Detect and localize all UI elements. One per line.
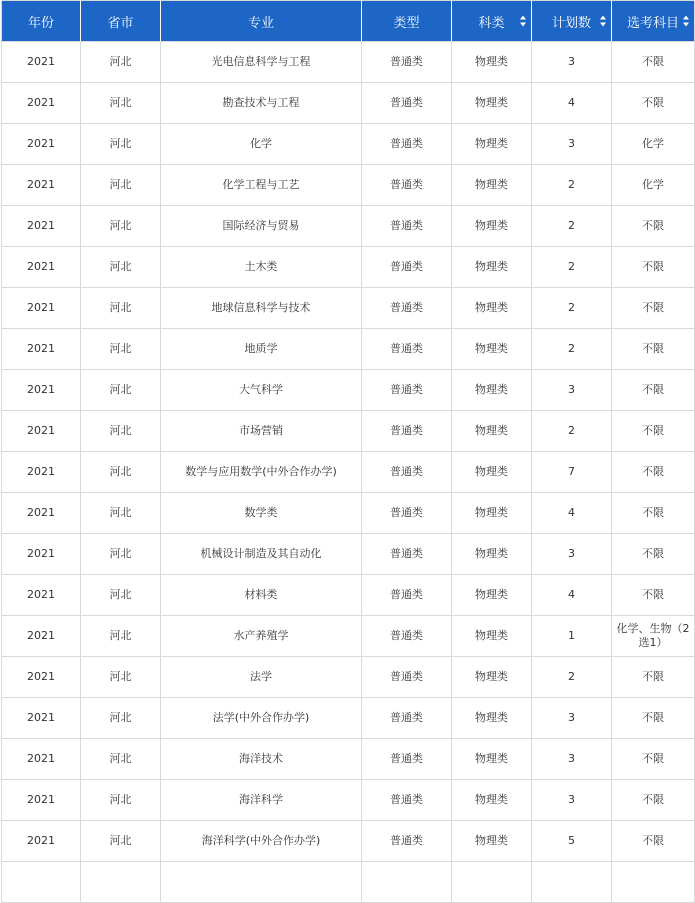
- cell-required-subjects: 不限: [612, 42, 695, 83]
- cell-subject-category: [452, 862, 532, 903]
- cell-province: 河北: [81, 657, 161, 698]
- cell-major: 勘查技术与工程: [161, 83, 362, 124]
- column-header-year: [2, 1, 81, 42]
- cell-province: 河北: [81, 165, 161, 206]
- cell-plan-count: 3: [532, 739, 612, 780]
- cell-major: 法学: [161, 657, 362, 698]
- cell-required-subjects: 不限: [612, 83, 695, 124]
- column-header-plan-count[interactable]: [532, 1, 612, 42]
- cell-year: 2021: [2, 411, 81, 452]
- table-row: [2, 780, 695, 821]
- cell-province: 河北: [81, 83, 161, 124]
- table-row: [2, 247, 695, 288]
- cell-plan-count: 2: [532, 247, 612, 288]
- table-row: [2, 575, 695, 616]
- cell-province: 河北: [81, 821, 161, 862]
- column-header-label: 专业: [247, 15, 274, 31]
- cell-plan-count: 7: [532, 452, 612, 493]
- cell-province: 河北: [81, 739, 161, 780]
- column-header-label: 类型: [393, 15, 420, 31]
- cell-subject-category: 物理类: [452, 124, 532, 165]
- cell-type: 普通类: [362, 288, 452, 329]
- cell-subject-category: 物理类: [452, 206, 532, 247]
- cell-required-subjects: 不限: [612, 821, 695, 862]
- table-row: [2, 821, 695, 862]
- cell-major: 法学(中外合作办学): [161, 698, 362, 739]
- cell-plan-count: 1: [532, 616, 612, 657]
- cell-major: 地质学: [161, 329, 362, 370]
- cell-required-subjects: 不限: [612, 739, 695, 780]
- cell-subject-category: 物理类: [452, 534, 532, 575]
- cell-plan-count: 2: [532, 329, 612, 370]
- cell-year: 2021: [2, 821, 81, 862]
- table-row: [2, 329, 695, 370]
- sort-icon[interactable]: [520, 16, 527, 27]
- cell-major: 海洋技术: [161, 739, 362, 780]
- cell-required-subjects: 不限: [612, 206, 695, 247]
- cell-required-subjects: 不限: [612, 493, 695, 534]
- cell-year: 2021: [2, 42, 81, 83]
- admission-plan-table: [1, 0, 695, 903]
- column-header-required-subjects[interactable]: [612, 1, 695, 42]
- cell-required-subjects: 不限: [612, 329, 695, 370]
- cell-year: 2021: [2, 493, 81, 534]
- cell-year: 2021: [2, 452, 81, 493]
- cell-plan-count: 4: [532, 83, 612, 124]
- cell-subject-category: 物理类: [452, 411, 532, 452]
- cell-year: 2021: [2, 247, 81, 288]
- cell-subject-category: 物理类: [452, 288, 532, 329]
- cell-major: 大气科学: [161, 370, 362, 411]
- cell-required-subjects: 不限: [612, 780, 695, 821]
- cell-required-subjects: 不限: [612, 247, 695, 288]
- cell-required-subjects: 不限: [612, 411, 695, 452]
- cell-province: 河北: [81, 493, 161, 534]
- cell-type: 普通类: [362, 534, 452, 575]
- cell-type: 普通类: [362, 411, 452, 452]
- cell-plan-count: 4: [532, 493, 612, 534]
- cell-type: 普通类: [362, 780, 452, 821]
- column-header-subject-category[interactable]: [452, 1, 532, 42]
- table-header: [2, 1, 695, 42]
- cell-province: 河北: [81, 42, 161, 83]
- cell-subject-category: 物理类: [452, 493, 532, 534]
- cell-type: 普通类: [362, 42, 452, 83]
- cell-plan-count: 2: [532, 657, 612, 698]
- cell-type: 普通类: [362, 616, 452, 657]
- cell-year: 2021: [2, 83, 81, 124]
- cell-major: 海洋科学: [161, 780, 362, 821]
- cell-subject-category: 物理类: [452, 821, 532, 862]
- cell-province: 河北: [81, 370, 161, 411]
- cell-type: 普通类: [362, 83, 452, 124]
- cell-required-subjects: 化学: [612, 165, 695, 206]
- table-row: [2, 206, 695, 247]
- table-row: [2, 452, 695, 493]
- cell-subject-category: 物理类: [452, 616, 532, 657]
- cell-type: 普通类: [362, 657, 452, 698]
- cell-major: 光电信息科学与工程: [161, 42, 362, 83]
- cell-type: 普通类: [362, 165, 452, 206]
- cell-year: 2021: [2, 780, 81, 821]
- cell-province: [81, 862, 161, 903]
- cell-major: 数学与应用数学(中外合作办学): [161, 452, 362, 493]
- table-row: [2, 534, 695, 575]
- cell-major: 水产养殖学: [161, 616, 362, 657]
- cell-type: 普通类: [362, 124, 452, 165]
- cell-plan-count: 2: [532, 206, 612, 247]
- cell-required-subjects: 不限: [612, 452, 695, 493]
- cell-major: 化学: [161, 124, 362, 165]
- cell-plan-count: [532, 862, 612, 903]
- cell-plan-count: 2: [532, 288, 612, 329]
- cell-type: 普通类: [362, 370, 452, 411]
- cell-required-subjects: [612, 862, 695, 903]
- cell-plan-count: 2: [532, 411, 612, 452]
- cell-year: 2021: [2, 124, 81, 165]
- cell-major: 市场营销: [161, 411, 362, 452]
- cell-province: 河北: [81, 575, 161, 616]
- cell-type: 普通类: [362, 493, 452, 534]
- cell-required-subjects: 化学: [612, 124, 695, 165]
- table-row: [2, 124, 695, 165]
- cell-province: 河北: [81, 206, 161, 247]
- cell-type: 普通类: [362, 575, 452, 616]
- table-row: [2, 411, 695, 452]
- cell-year: 2021: [2, 165, 81, 206]
- cell-required-subjects: 不限: [612, 534, 695, 575]
- cell-type: 普通类: [362, 821, 452, 862]
- table-row: [2, 493, 695, 534]
- table-body: [2, 42, 695, 903]
- cell-plan-count: 3: [532, 42, 612, 83]
- table-row: [2, 739, 695, 780]
- column-header-label: 省市: [107, 15, 134, 31]
- cell-province: 河北: [81, 698, 161, 739]
- cell-province: 河北: [81, 288, 161, 329]
- table-row: [2, 83, 695, 124]
- cell-type: 普通类: [362, 206, 452, 247]
- cell-major: 地球信息科学与技术: [161, 288, 362, 329]
- cell-major: 国际经济与贸易: [161, 206, 362, 247]
- sort-icon[interactable]: [600, 16, 607, 27]
- cell-province: 河北: [81, 616, 161, 657]
- header-row: [2, 1, 695, 42]
- cell-province: 河北: [81, 411, 161, 452]
- cell-province: 河北: [81, 780, 161, 821]
- table-row: [2, 862, 695, 903]
- table-row: [2, 42, 695, 83]
- cell-subject-category: 物理类: [452, 575, 532, 616]
- cell-type: 普通类: [362, 698, 452, 739]
- cell-year: 2021: [2, 657, 81, 698]
- cell-required-subjects: 不限: [612, 370, 695, 411]
- cell-plan-count: 3: [532, 370, 612, 411]
- cell-subject-category: 物理类: [452, 329, 532, 370]
- column-header-label: 计划数: [551, 15, 591, 31]
- table-row: [2, 288, 695, 329]
- cell-type: 普通类: [362, 739, 452, 780]
- cell-type: 普通类: [362, 247, 452, 288]
- cell-required-subjects: 不限: [612, 657, 695, 698]
- cell-subject-category: 物理类: [452, 165, 532, 206]
- table-row: [2, 370, 695, 411]
- cell-plan-count: 3: [532, 698, 612, 739]
- cell-year: 2021: [2, 370, 81, 411]
- cell-major: 土木类: [161, 247, 362, 288]
- cell-required-subjects: 化学、生物（2选1）: [612, 616, 695, 657]
- cell-required-subjects: 不限: [612, 288, 695, 329]
- sort-icon[interactable]: [683, 16, 690, 27]
- cell-subject-category: 物理类: [452, 698, 532, 739]
- cell-year: 2021: [2, 206, 81, 247]
- cell-subject-category: 物理类: [452, 780, 532, 821]
- table-row: [2, 698, 695, 739]
- cell-major: 材料类: [161, 575, 362, 616]
- cell-year: 2021: [2, 616, 81, 657]
- cell-year: 2021: [2, 534, 81, 575]
- column-header-type: [362, 1, 452, 42]
- cell-type: 普通类: [362, 329, 452, 370]
- cell-province: 河北: [81, 452, 161, 493]
- cell-major: 数学类: [161, 493, 362, 534]
- cell-major: [161, 862, 362, 903]
- cell-subject-category: 物理类: [452, 370, 532, 411]
- cell-type: 普通类: [362, 452, 452, 493]
- cell-required-subjects: 不限: [612, 698, 695, 739]
- cell-plan-count: 2: [532, 165, 612, 206]
- column-header-major: [161, 1, 362, 42]
- cell-province: 河北: [81, 329, 161, 370]
- cell-province: 河北: [81, 124, 161, 165]
- cell-subject-category: 物理类: [452, 452, 532, 493]
- cell-subject-category: 物理类: [452, 247, 532, 288]
- cell-year: [2, 862, 81, 903]
- cell-major: 机械设计制造及其自动化: [161, 534, 362, 575]
- cell-plan-count: 3: [532, 534, 612, 575]
- column-header-label: 年份: [27, 15, 54, 31]
- cell-year: 2021: [2, 329, 81, 370]
- column-header-province: [81, 1, 161, 42]
- cell-year: 2021: [2, 739, 81, 780]
- cell-required-subjects: 不限: [612, 575, 695, 616]
- cell-major: 化学工程与工艺: [161, 165, 362, 206]
- cell-type: [362, 862, 452, 903]
- table-row: [2, 657, 695, 698]
- column-header-label: 选考科目: [626, 15, 679, 31]
- cell-plan-count: 4: [532, 575, 612, 616]
- cell-subject-category: 物理类: [452, 42, 532, 83]
- cell-plan-count: 3: [532, 124, 612, 165]
- cell-plan-count: 5: [532, 821, 612, 862]
- cell-year: 2021: [2, 288, 81, 329]
- cell-subject-category: 物理类: [452, 657, 532, 698]
- cell-province: 河北: [81, 534, 161, 575]
- cell-year: 2021: [2, 698, 81, 739]
- cell-major: 海洋科学(中外合作办学): [161, 821, 362, 862]
- column-header-label: 科类: [478, 15, 505, 31]
- cell-province: 河北: [81, 247, 161, 288]
- cell-year: 2021: [2, 575, 81, 616]
- cell-subject-category: 物理类: [452, 83, 532, 124]
- table-row: [2, 616, 695, 657]
- table-row: [2, 165, 695, 206]
- cell-plan-count: 3: [532, 780, 612, 821]
- cell-subject-category: 物理类: [452, 739, 532, 780]
